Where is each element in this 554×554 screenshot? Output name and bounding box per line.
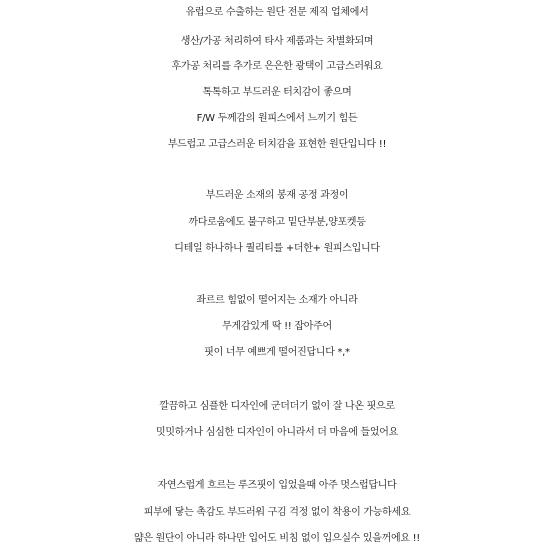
description-line: 얇은 원단이 아니라 하나만 입어도 비침 없이 입으실수 있을꺼에요 !! <box>133 533 421 544</box>
description-line: 까다로움에도 불구하고 밑단부분,양포켓등 <box>188 217 366 228</box>
description-line: 피부에 닿는 촉감도 부드러워 구김 걱정 없이 착용이 가능하세요 <box>143 507 411 518</box>
description-line: 밋밋하거나 심심한 디자인이 아니라서 더 마음에 들었어요 <box>156 427 398 438</box>
description-line: 유럽으로 수출하는 원단 전문 제직 업체에서 <box>185 7 369 18</box>
description-line: 핏이 너무 예쁘게 떨어진답니다 *,* <box>204 347 350 358</box>
description-line: 무게감있게 딱 !! 잡아주어 <box>222 321 332 332</box>
description-line: 자연스럽게 흐르는 루즈핏이 입었을때 아주 멋스럽답니다 <box>157 480 397 491</box>
description-line: 톡톡하고 부드러운 터치감이 좋으며 <box>202 87 352 98</box>
description-line: 생산/가공 처리하여 타사 제품과는 차별화되며 <box>180 36 374 47</box>
description-line: F/W 두께감의 원피스에서 느끼기 힘든 <box>196 113 358 124</box>
description-line: 부드럽고 고급스러운 터치감을 표현한 원단입니다 !! <box>167 139 387 150</box>
description-line: 후가공 처리를 추가로 은은한 광택이 고급스러워요 <box>171 61 383 72</box>
description-line: 디테일 하나하나 퀄리티를 +더한+ 원피스입니다 <box>174 243 380 254</box>
description-line: 깔끔하고 심플한 디자인에 군더더기 없이 잘 나온 핏으로 <box>159 401 395 412</box>
description-line: 부드러운 소재의 봉재 공정 과정이 <box>205 190 349 201</box>
description-line: 좌르르 힘없이 떨어지는 소재가 아니라 <box>196 295 358 306</box>
